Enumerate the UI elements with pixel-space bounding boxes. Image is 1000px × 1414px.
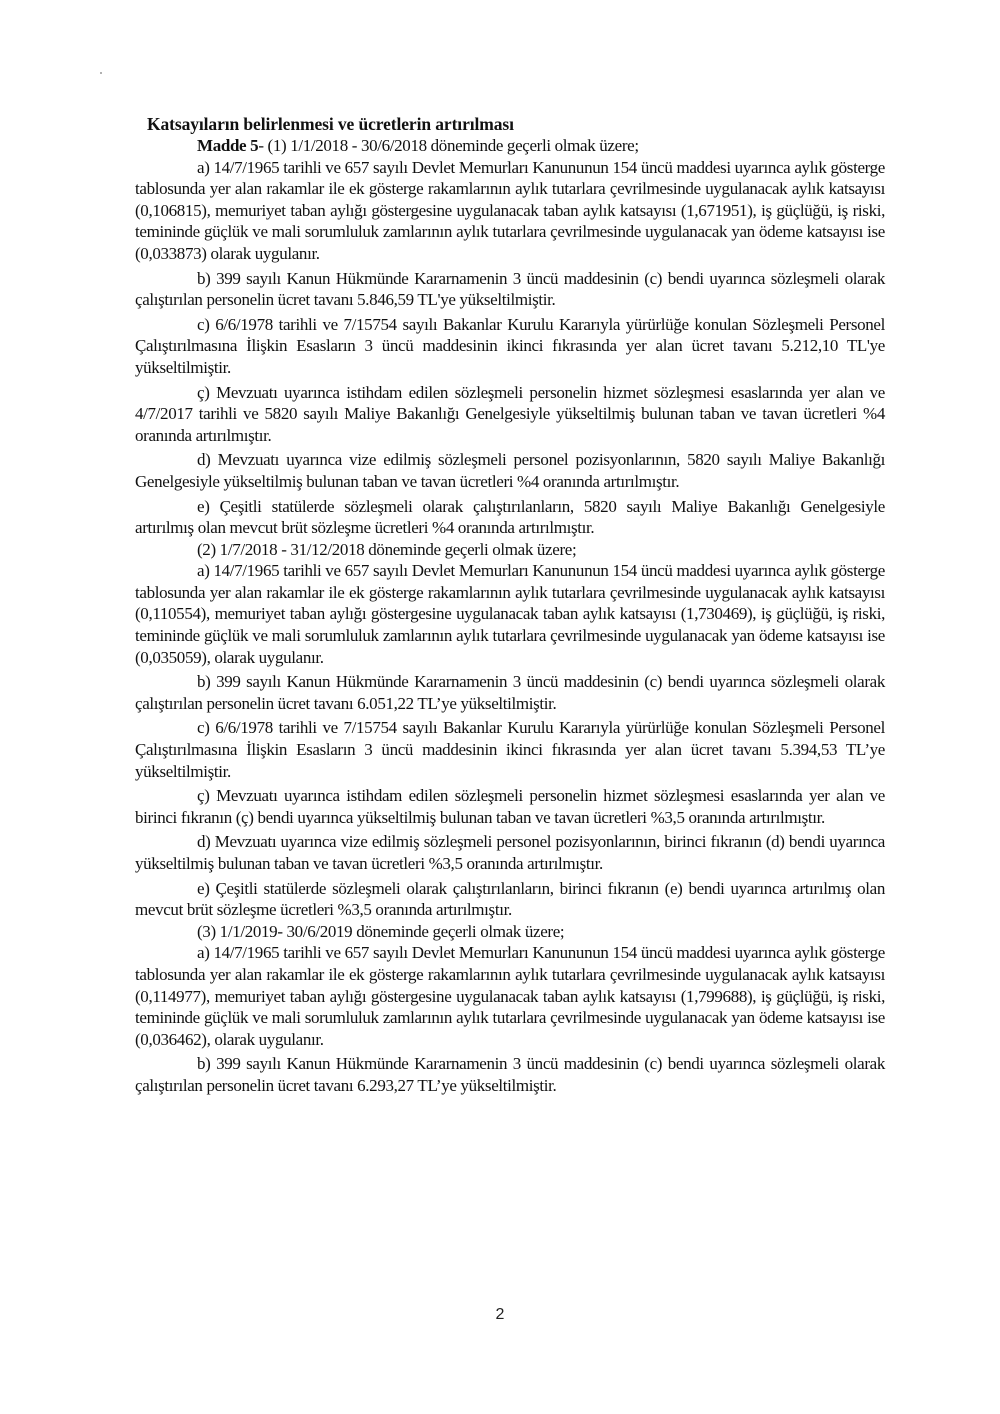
s2-item-a: a) 14/7/1965 tarihli ve 657 sayılı Devlet Memurları Kanununun 154 üncü maddesi uyarınca aylık gösterge tablosunda yer alan rakamlar ile ek gösterge rakamlarının aylık tutarlara çevrilmesinde uygulanacak aylık katsayısı (0,110554), memuriyet taban aylığı göstergesine uygulanacak taban aylık katsayısı (1,730469), iş güçlüğü, iş riski, temininde güçlük ve mali sorumluluk zamlarının aylık tutarlara çevrilmesinde uygulanacak yan ödeme katsayısı ise (0,035059), olarak uygulanır. xyxy=(135,561,885,667)
s1-item-c: c) 6/6/1978 tarihli ve 7/15754 sayılı Bakanlar Kurulu Kararıyla yürürlüğe konulan Sözleşmeli Personel Çalıştırılmasına İlişkin Esasların 3 üncü maddesinin ikinci fıkrasında yer alan ücret tavanı 5.212,10 TL'ye yükseltilmiştir. xyxy=(135,314,885,377)
s1-item-a: a) 14/7/1965 tarihli ve 657 sayılı Devlet Memurları Kanununun 154 üncü maddesi uyarınca aylık gösterge tablosunda yer alan rakamlar ile ek gösterge rakamlarının aylık tutarlara çevrilmesinde uygulanacak aylık katsayısı (0,106815), memuriyet taban aylığı göstergesine uygulanacak taban aylık katsayısı (1,671951), iş güçlüğü, iş riski, temininde güçlük ve mali sorumluluk zamlarının aylık tutarlara çevrilmesinde uygulanacak yan ödeme katsayısı ise (0,033873) olarak uygulanır. xyxy=(135,157,885,263)
s2-item-cc: ç) Mevzuatı uyarınca istihdam edilen sözleşmeli personelin hizmet sözleşmesi esaslarında yer alan ve birinci fıkranın (ç) bendi uyarınca yükseltilmiş bulunan taban ve tavan ücretleri %3,5 oranında artırılmıştır. xyxy=(135,786,885,827)
s1-item-cc: ç) Mevzuatı uyarınca istihdam edilen sözleşmeli personelin hizmet sözleşmesi esaslarında yer alan ve 4/7/2017 tarihli ve 5820 sayılı Maliye Bakanlığı Genelgesiyle yükseltilmiş bulunan taban ve tavan ücretleri %4 oranında artırılmıştır. xyxy=(135,382,885,445)
s2-item-b: b) 399 sayılı Kanun Hükmünde Kararnamenin 3 üncü maddesinin (c) bendi uyarınca sözleşmeli olarak çalıştırılan personelin ücret tavanı 6.051,22 TL’ye yükseltilmiştir. xyxy=(135,672,885,713)
scan-speck xyxy=(100,72,102,74)
page-number: 2 xyxy=(495,1306,505,1323)
s3-item-a: a) 14/7/1965 tarihli ve 657 sayılı Devlet Memurları Kanununun 154 üncü maddesi uyarınca aylık gösterge tablosunda yer alan rakamlar ile ek gösterge rakamlarının aylık tutarlara çevrilmesinde uygulanacak aylık katsayısı (0,114977), memuriyet taban aylığı göstergesine uygulanacak taban aylık katsayısı (1,799688), iş güçlüğü, iş riski, temininde güçlük ve mali sorumluluk zamlarının aylık tutarlara çevrilmesinde uygulanacak yan ödeme katsayısı ise (0,036462), olarak uygulanır. xyxy=(135,943,885,1049)
document-page xyxy=(135,113,885,1097)
s1-item-d: d) Mevzuatı uyarınca vize edilmiş sözleşmeli personel pozisyonlarının, 5820 sayılı Maliye Bakanlığı Genelgesiyle yükseltilmiş bulunan taban ve tavan ücretleri %4 oranında artırılmıştır. xyxy=(135,450,885,491)
section-heading: Katsayıların belirlenmesi ve ücretlerin artırılması xyxy=(147,114,514,134)
s3-item-b: b) 399 sayılı Kanun Hükmünde Kararnamenin 3 üncü maddesinin (c) bendi uyarınca sözleşmeli olarak çalıştırılan personelin ücret tavanı 6.293,27 TL’ye yükseltilmiştir. xyxy=(135,1054,885,1095)
article-period-intro: - (1) 1/1/2018 - 30/6/2018 döneminde geçerli olmak üzere; xyxy=(258,136,639,155)
s1-item-b: b) 399 sayılı Kanun Hükmünde Kararnamenin 3 üncü maddesinin (c) bendi uyarınca sözleşmeli olarak çalıştırılan personelin ücret tavanı 5.846,59 TL'ye yükseltilmiştir. xyxy=(135,268,885,310)
s2-item-d: d) Mevzuatı uyarınca vize edilmiş sözleşmeli personel pozisyonlarının, birinci fıkranın (d) bendi uyarınca yükseltilmiş bulunan taban ve tavan ücretleri %3,5 oranında artırılmıştır. xyxy=(135,832,885,873)
article-label: Madde 5 xyxy=(197,136,259,155)
s2-item-e: e) Çeşitli statülerde sözleşmeli olarak çalıştırılanların, birinci fıkranın (e) bendi uyarınca artırılmış olan mevcut brüt sözleşme ücretleri %3,5 oranında artırılmıştır. xyxy=(135,878,885,920)
s3-intro: (3) 1/1/2019- 30/6/2019 döneminde geçerli olmak üzere; xyxy=(197,921,565,941)
s1-item-e: e) Çeşitli statülerde sözleşmeli olarak çalıştırılanların, 5820 sayılı Maliye Bakanlığı Genelgesiyle artırılmış olan mevcut brüt sözleşme ücretleri %4 oranında artırılmıştır. xyxy=(135,496,885,538)
article-header xyxy=(197,135,885,157)
s2-item-c: c) 6/6/1978 tarihli ve 7/15754 sayılı Bakanlar Kurulu Kararıyla yürürlüğe konulan Sözleşmeli Personel Çalıştırılmasına İlişkin Esasların 3 üncü maddesinin ikinci fıkrasında yer alan ücret tavanı 5.394,53 TL’ye yükseltilmiştir. xyxy=(135,718,885,781)
s2-intro: (2) 1/7/2018 - 31/12/2018 döneminde geçerli olmak üzere; xyxy=(197,539,577,559)
